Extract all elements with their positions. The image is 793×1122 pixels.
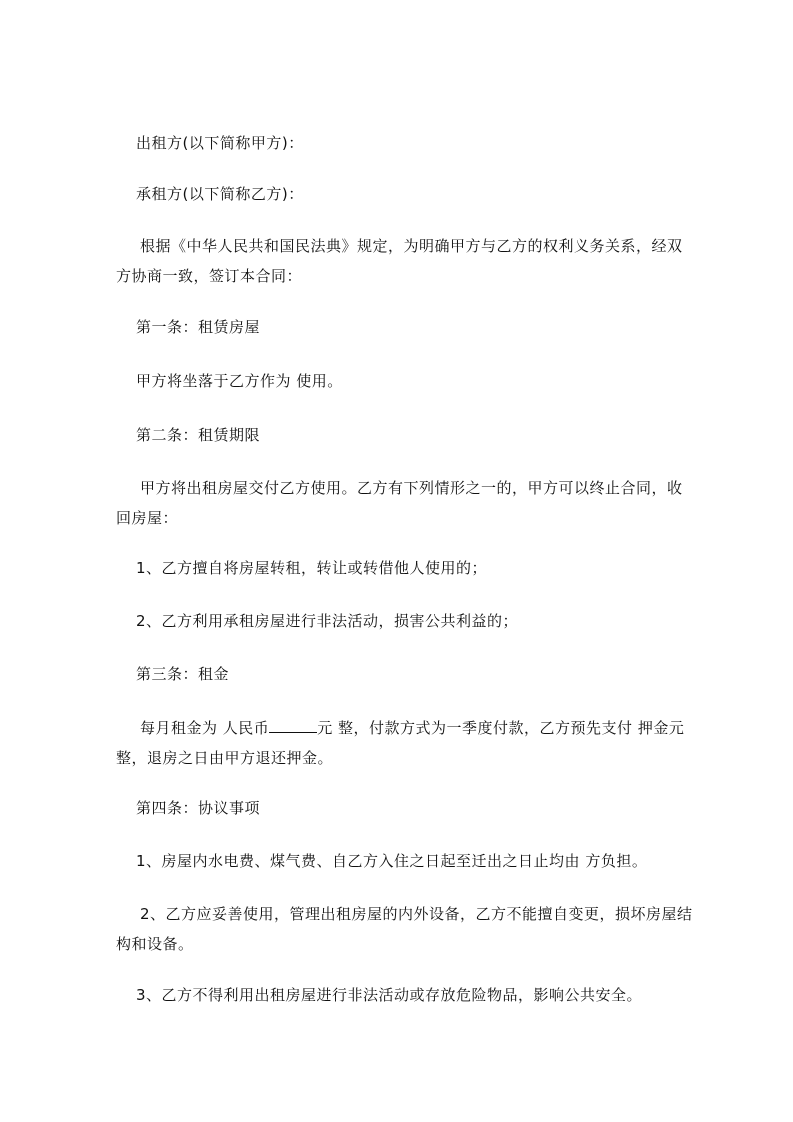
preamble-line-2: 方协商一致，签订本合同： [116, 267, 303, 285]
article2-paragraph [116, 473, 696, 533]
article4-item-1: 1、房屋内水电费、煤气费、自乙方入住之日起至迁出之日止均由 方负担。 [136, 852, 648, 870]
article3-line-1 [136, 713, 696, 743]
preamble-paragraph [116, 231, 696, 291]
article2-item-2: 2、乙方利用承租房屋进行非法活动，损害公共利益的； [136, 612, 519, 630]
article4-item-3: 3、乙方不得利用出租房屋进行非法活动或存放危险物品，影响公共安全。 [136, 986, 643, 1004]
article2-heading: 第二条：租赁期限 [136, 426, 261, 444]
article2-text-line-1: 甲方将出租房屋交付乙方使用。乙方有下列情形之一的，甲方可以终止合同，收 [140, 479, 683, 497]
lessor-line: 出租方(以下简称甲方)： [136, 134, 304, 152]
article2-item-1: 1、乙方擅自将房屋转租，转让或转借他人使用的； [136, 559, 488, 577]
article1-heading: 第一条：租赁房屋 [136, 318, 261, 336]
article3-heading: 第三条：租金 [136, 665, 230, 683]
rent-amount-label: 每月租金为 人民币 [140, 719, 270, 737]
rent-terms-text: 元 整，付款方式为一季度付款，乙方预先支付 押金元 [317, 719, 685, 737]
article4-item-2-paragraph [116, 899, 696, 959]
lessee-line: 承租方(以下简称乙方)： [136, 185, 304, 203]
article2-text-line-2: 回房屋： [116, 509, 179, 527]
article4-item-2-line-2: 构和设备。 [116, 935, 194, 953]
preamble-line-1: 根据《中华人民共和国民法典》规定，为明确甲方与乙方的权利义务关系，经双 [140, 237, 683, 255]
article4-item-2-line-1: 2、乙方应妥善使用，管理出租房屋的内外设备，乙方不能擅自变更，损坏房屋结 [140, 905, 693, 923]
article3-line-2: 整，退房之日由甲方退还押金。 [116, 749, 334, 767]
article4-heading: 第四条：协议事项 [136, 799, 261, 817]
rent-amount-blank [269, 718, 317, 733]
article1-text: 甲方将坐落于乙方作为 使用。 [136, 372, 343, 390]
article3-paragraph [116, 713, 696, 773]
